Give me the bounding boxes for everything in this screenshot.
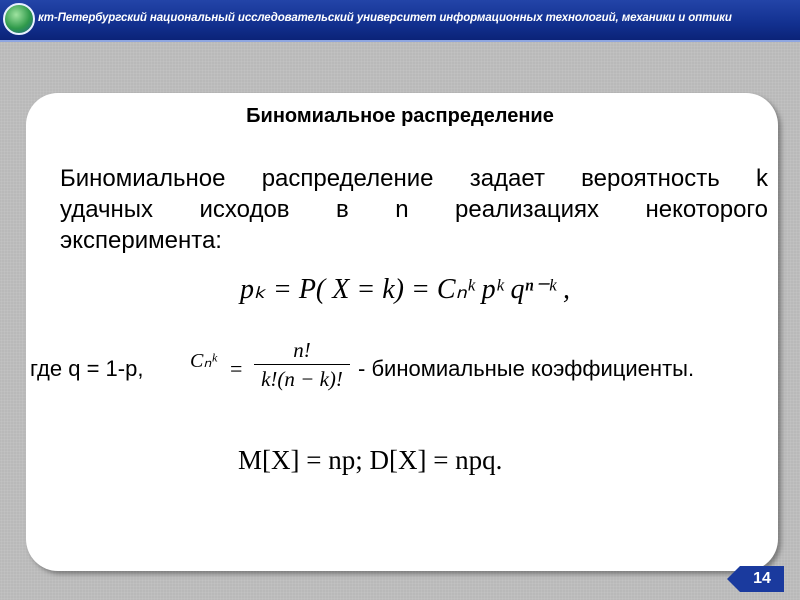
university-logo-icon — [3, 3, 35, 35]
paragraph-line: Биномиальное распределение задает вероятность k — [60, 165, 768, 192]
coefficient-description: - биномиальные коэффициенты. — [358, 356, 695, 381]
paragraph-line: эксперимента: — [60, 227, 222, 254]
fraction-bar — [254, 364, 350, 365]
coefficient-symbol: Cₙᵏ — [190, 350, 217, 372]
coefficient-equals: = — [230, 356, 243, 381]
page-number-badge: 14 — [740, 566, 784, 592]
fraction-numerator: n! — [293, 338, 311, 362]
header-title: кт-Петербургский национальный исследовательский университет информационных технологий, механики и оптики — [38, 12, 732, 24]
paragraph-line: удачных исходов в n реализациях некоторого — [60, 196, 768, 223]
slide-title: Биномиальное распределение — [246, 105, 554, 127]
fraction-denominator: k!(n − k)! — [261, 367, 343, 391]
header-bar — [0, 0, 800, 42]
page-badge-arrow — [727, 566, 740, 592]
expectation-variance-formula: M[X] = np; D[X] = npq. — [238, 445, 503, 475]
binomial-probability-formula: pₖ = P( X = k) = Cₙᵏ pᵏ qⁿ⁻ᵏ , — [240, 274, 570, 305]
where-text: где q = 1-p, — [30, 356, 144, 381]
definition-paragraph — [60, 163, 768, 256]
coefficient-fraction — [252, 338, 352, 392]
